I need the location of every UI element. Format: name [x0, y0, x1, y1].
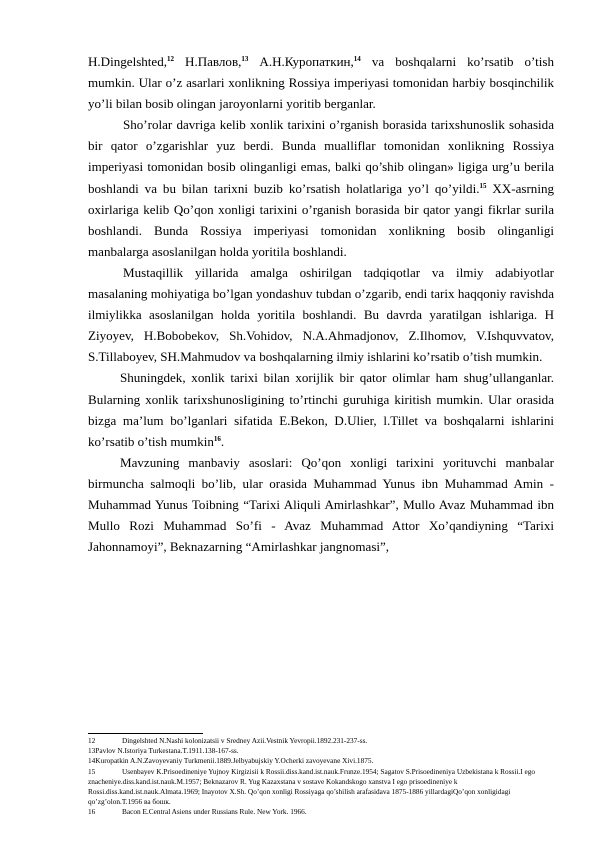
footnote-16	[88, 807, 554, 817]
text-run: А.Н.Куропаткин,	[248, 54, 354, 69]
footnote-13: 13Pavlov N.Istoriya Turkestana.T.1911.138-167-ss.	[88, 746, 239, 756]
footnote-ref-13[interactable]: 13	[241, 55, 249, 63]
paragraph-3: Mustaqillik yillarida amalga oshirilgan tadqiqotlar va ilmiy adabiyotlar masalaning mohiyatiga bo’lgan yondashuv tubdan o’zgarib, endi tarix haqqoniy ravishda ilmiylikka asoslanilgan holda yoritila boshlandi. Bu davrda yaratilgan ishlariga. H Ziyoyev, H.Bobobekov, Sh.Vohidov, N.A.Ahmadjonov, Z.Ilhomov, V.Ishquvvatov, S.Tillaboyev, SH.Mahmudov va boshqalarning ilmiy ishlarini ko’rsatib o’tish mumkin.	[88, 264, 554, 365]
text-run: H.Dingelshted,	[88, 54, 167, 69]
text-run: va boshqalarni ko’rsatib o’tish mumkin. Ular o’z asarlari xonlikning Rossiya imperiyasi tomonidan harbiy bosqinchilik yo’li bilan bosib olingan jaroyonlarni yoritib berganlar.	[88, 54, 555, 112]
paragraph-2	[88, 114, 554, 262]
paragraph-5: Mavzuning manbaviy asoslari: Qo’qon xonligi tarixini yorituvchi manbalar birmuncha salmoqli bo’lib, ular orasida Muhammad Yunus ibn Muhammad Amin - Muhammad Yunus Toibning “Tarixi Aliquli Amirlashkar”, Mullo Avaz Muhammad ibn Mullo Rozi Muhammad So’fi - Avaz Muhammad Attor Xo’qandiyning “Tarixi Jahonnamoyi”, Beknazarning “Amirlashkar jangnomasi”,	[88, 454, 554, 555]
text-run: XX-asrning oxirlariga kelib Qo’qon xonligi tarixini o’rganish borasida bir qator yangi fikrlar surila boshlandi. Bunda Rossiya imperiyasi tomonidan xonlikning bosib olinganligi manbalarga asoslanilgan holda yoritila boshlandi.	[88, 180, 554, 259]
footnote-ref-14[interactable]: 14	[353, 55, 361, 63]
text-run: Sho’rolar davriga kelib xonlik tarixini o’rganish borasida tarixshunoslik sohasida bir qator o’zgarishlar yuz berdi. Bunda mualliflar tomonidan xonlikning Rossiya imperiyasi tomonidan bosib olinganligi emas, balki qo’shib olingan» ligiga urg’u berila boshlandi va bu bilan tarixni buzib ko’rsatish holatlariga yo’l qo’yildi.	[88, 117, 554, 196]
body-text	[88, 51, 554, 557]
paragraph-1	[88, 51, 554, 114]
footnote-number: 12	[88, 736, 96, 745]
footnote-text: Dingelshted N.Nashi kolonizatsii v Sredney Azii.Vestnik Yevropii.1892.231-237-ss.	[122, 736, 368, 745]
text-run: Н.Павлов,	[174, 54, 242, 69]
footnote-text: Usenbayev K.Prisoedineniye Yujnoy Kirgizisii k Rossii.diss.kand.ist.nauk.Frunze.1954; Sagatov S.Prisoedineniya Uzbekistana k Rossii.I ego znacheniye.diss.kand.ist.nauk.M.1957; Beknazarov R. Yug Kazaxstana v sostave Kokandskogo xanstva I ego prisoedineniye k Rossi.diss.kand.ist.nauk.Almata.1969; Inayotov X.Sh. Qo’qon xonligi Rossiyaga qo’shilish arafasidava 1875-1886 yillardagiQo’qon xonligidagi qo’zg’olon.T.1956 ва бошк.	[88, 766, 536, 807]
footnote-14: 14Kuropatkin A.N.Zavoyevaniy Turkmenii.1889.Jelbyabujskiy Y.Ocherki zavoyevane Xivi.1875.	[88, 756, 374, 766]
footnote-15	[88, 767, 554, 808]
footnote-number: 16	[88, 807, 96, 817]
footnote-ref-12[interactable]: 12	[167, 55, 174, 63]
footnote-ref-16[interactable]: 16	[213, 434, 221, 443]
footnote-number: 15	[88, 766, 96, 776]
footnote-12	[88, 736, 554, 746]
footnote-divider	[88, 733, 203, 734]
paragraph-4	[88, 367, 554, 451]
footnotes	[88, 736, 554, 818]
text-run: .	[220, 433, 225, 449]
text-run: Shuningdek, xonlik tarixi bilan xorijlik bir qator olimlar ham shug’ullanganlar. Bularning xonlik tarixshunosligining to’rtinchi guruhiga kiritish mumkin. Ular orasida bizga ma’lum bo’lganlari sifatida E.Bekon, D.Ulier, l.Tillet va boshqalarni ishlarini ko’rsatib o’tish mumkin	[88, 370, 554, 449]
footnote-text: Bacon E.Central Asiens under Russians Rule. New York. 1966.	[122, 807, 307, 817]
footnote-ref-15[interactable]: 15	[479, 181, 487, 190]
